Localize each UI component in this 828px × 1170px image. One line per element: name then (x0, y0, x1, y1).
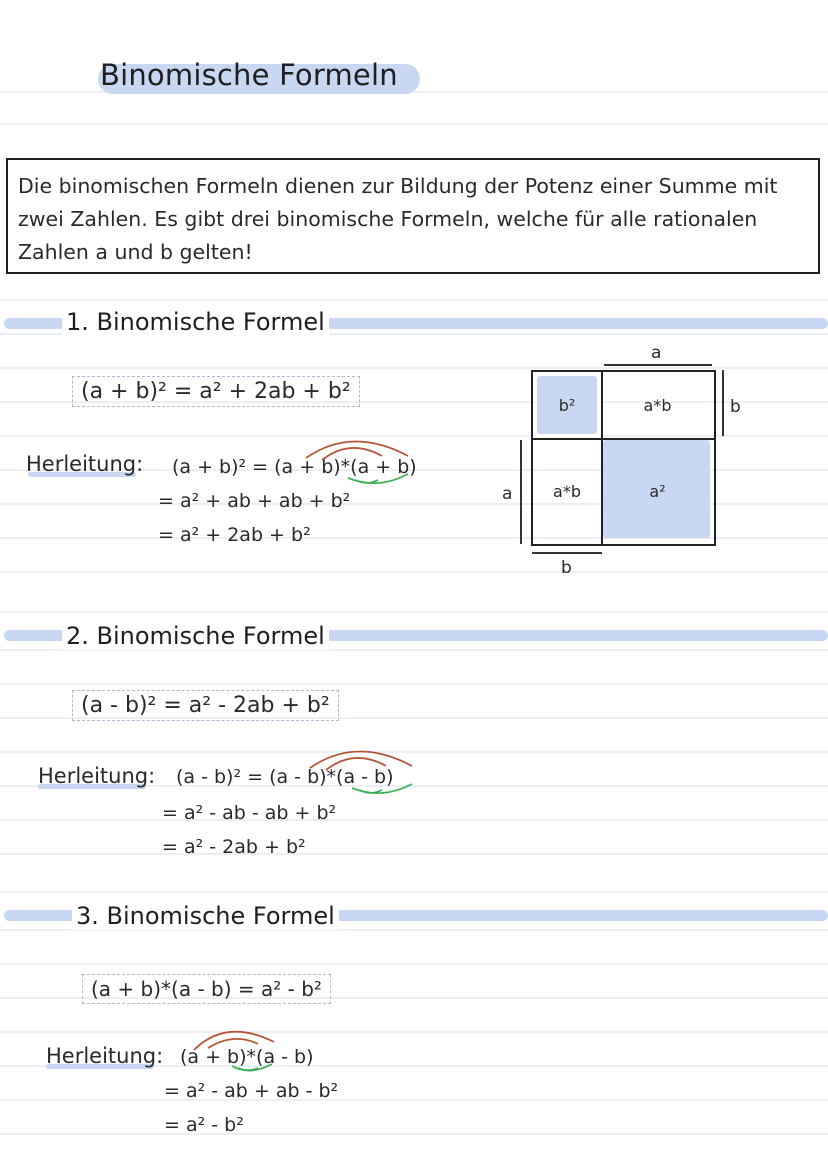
section-1-step-2: = a² + ab + ab + b² (158, 490, 351, 512)
cell-bottom-right: a² (601, 438, 716, 546)
section-2-heading: 2. Binomische Formel (62, 622, 329, 650)
section-1-arcs (290, 432, 430, 492)
section-1-herleitung-label: Herleitung: (26, 452, 144, 476)
section-1-step-3: = a² + 2ab + b² (158, 524, 311, 546)
diagram-bottom-line (532, 552, 602, 554)
section-3-step-1: (a + b)*(a - b) (180, 1046, 314, 1068)
section-3-arcs (178, 1022, 318, 1082)
cell-top-right: a*b (601, 370, 716, 440)
section-2-step-2: = a² - ab - ab + b² (162, 802, 337, 824)
section-2-arcs (294, 742, 434, 802)
diagram-label-left: a (502, 484, 513, 504)
section-1-formula: (a + b)² = a² + 2ab + b² (72, 376, 360, 407)
section-1-step-1: (a + b)² = (a + b)*(a + b) (172, 456, 417, 478)
diagram-left-line (520, 440, 522, 544)
diagram-label-bottom: b (561, 558, 572, 578)
section-2-step-3: = a² - 2ab + b² (162, 836, 306, 858)
section-2-step-1: (a - b)² = (a - b)*(a - b) (176, 766, 394, 788)
intro-box: Die binomischen Formeln dienen zur Bildung der Potenz einer Summe mit zwei Zahlen. Es gibt drei binomische Formeln, welche für alle rationalen Zahlen a und b gelten! (6, 158, 820, 274)
section-3-herleitung-label: Herleitung: (46, 1044, 164, 1068)
diagram-right-line (722, 370, 724, 436)
section-2-herleitung-label: Herleitung: (38, 764, 156, 788)
section-3-step-3: = a² - b² (164, 1114, 244, 1136)
cell-top-left: b² (531, 370, 603, 440)
diagram-top-line (604, 364, 712, 366)
section-3-step-2: = a² - ab + ab - b² (164, 1080, 339, 1102)
section-2-formula: (a - b)² = a² - 2ab + b² (72, 690, 339, 721)
diagram-label-top: a (651, 343, 662, 363)
diagram-label-right: b (730, 397, 741, 417)
page-title: Binomische Formeln (100, 58, 398, 92)
cell-bottom-left: a*b (531, 438, 603, 546)
section-1-heading: 1. Binomische Formel (62, 308, 329, 336)
section-3-heading: 3. Binomische Formel (72, 902, 339, 930)
section-3-formula: (a + b)*(a - b) = a² - b² (82, 974, 331, 1004)
